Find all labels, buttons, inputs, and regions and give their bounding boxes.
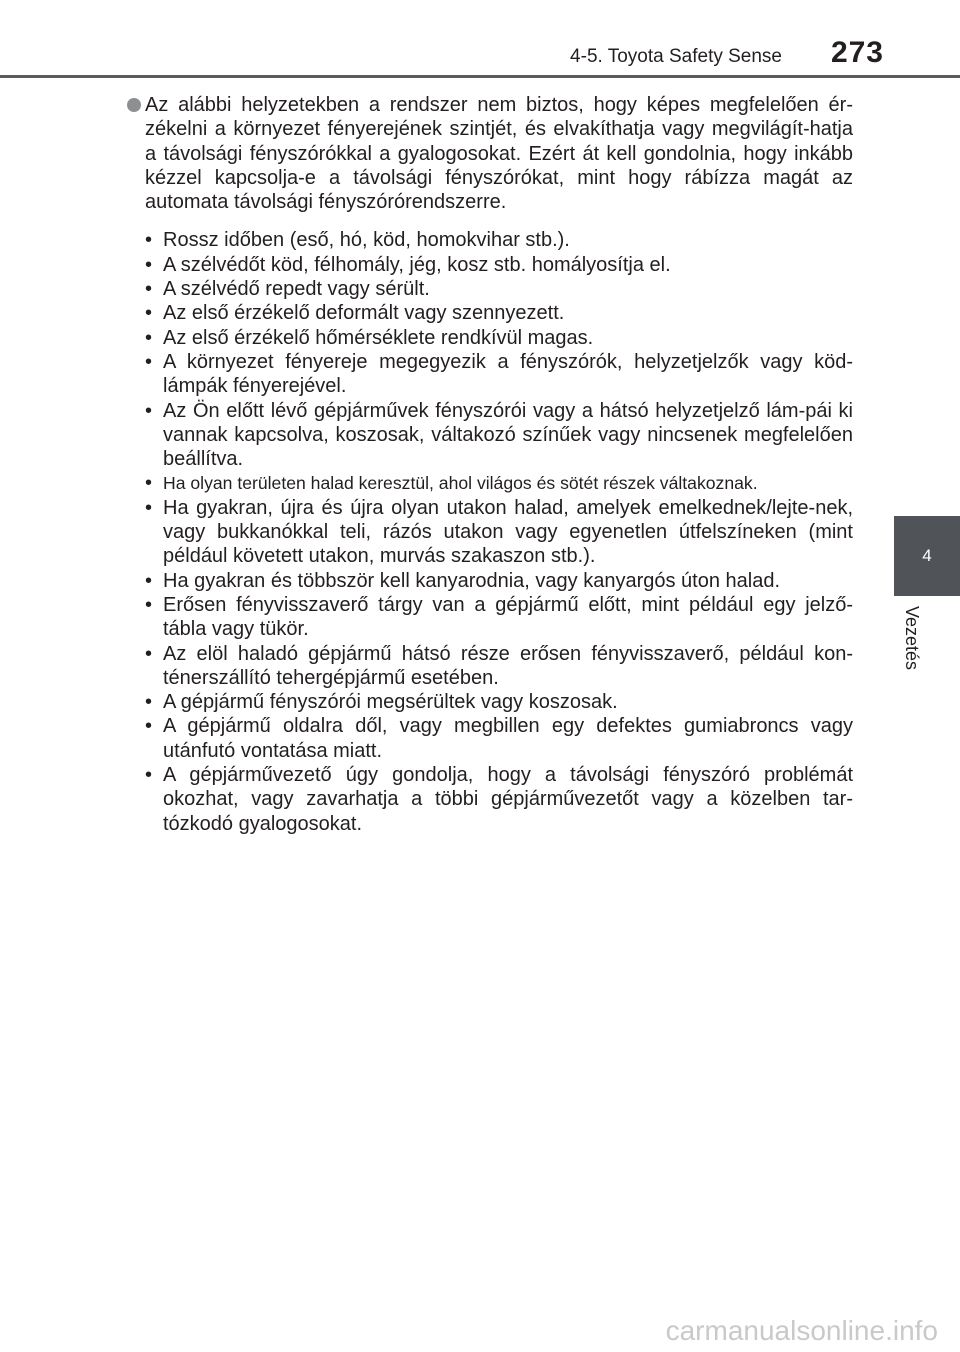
page-header xyxy=(0,0,960,80)
list-item xyxy=(145,569,853,593)
section-title: 4-5. Toyota Safety Sense xyxy=(570,46,782,67)
bullet-icon: • xyxy=(145,253,153,276)
list-item xyxy=(145,350,853,399)
list-item xyxy=(145,326,853,350)
bullet-icon: • xyxy=(145,764,153,787)
list-item-text: Az első érzékelő deformált vagy szennyezett. xyxy=(163,302,565,325)
chapter-number: 4 xyxy=(922,546,932,565)
list-item-text: A környezet fényereje megegyezik a fényszórók, helyzetjelzők vagy köd-lámpák fényerejével. xyxy=(163,350,853,398)
bullet-icon: • xyxy=(145,642,153,665)
list-item xyxy=(145,399,853,472)
list-item-text: Ha gyakran és többször kell kanyarodnia, vagy kanyargós úton halad. xyxy=(163,569,781,592)
list-item-text: Ha gyakran, újra és újra olyan utakon halad, amelyek emelkednek/lejte-nek, vagy bukkanókkal teli, rázós utakon vagy egyenetlen útfelszíneken (mint például követett utakon, murvás szakaszon stb.). xyxy=(163,496,853,568)
header-divider xyxy=(0,75,960,78)
list-item xyxy=(145,714,853,763)
chapter-title: Vezetés xyxy=(902,606,922,671)
bullet-icon: • xyxy=(145,302,153,325)
intro-text: Az alábbi helyzetekben a rendszer nem biztos, hogy képes megfelelően ér-zékelni a környezet fényerejének szintjét, és elvakíthatja vagy megvilágít-hatja a távolsági fényszórókkal a gyalogosokat. Ezért át kell gondolnia, hogy inkább kézzel kapcsolja-e a távolsági fényszórókat, mint hogy rábízza magát az automata távolsági fényszórórendszerre. xyxy=(145,94,853,214)
list-item xyxy=(145,301,853,325)
list-item xyxy=(145,642,853,691)
list-item-text: A gépjárművezető úgy gondolja, hogy a távolsági fényszóró problémát okozhat, vagy zavarhatja a többi gépjárművezetőt vagy a közelben tar-tózkodó gyalogosokat. xyxy=(163,764,853,835)
bullet-icon: • xyxy=(145,496,153,519)
bullet-icon: • xyxy=(145,593,153,616)
list-item xyxy=(145,593,853,642)
bullet-icon: • xyxy=(145,350,153,373)
list-item xyxy=(145,471,853,495)
bullet-icon: • xyxy=(145,229,153,252)
list-item xyxy=(145,228,853,252)
circle-bullet-icon xyxy=(127,98,141,112)
page-number: 273 xyxy=(830,36,884,69)
list-item xyxy=(145,763,853,836)
list-item xyxy=(145,496,853,569)
list-item-text: Az első érzékelő hőmérséklete rendkívül magas. xyxy=(163,326,594,349)
list-item-text: A szélvédő repedt vagy sérült. xyxy=(163,278,430,301)
list-item xyxy=(145,277,853,301)
list-item-text: Rossz időben (eső, hó, köd, homokvihar stb.). xyxy=(163,229,570,252)
list-item xyxy=(145,253,853,277)
list-item-text: Az Ön előtt lévő gépjárművek fényszórói vagy a hátsó helyzetjelző lám-pái ki vannak kapcsolva, koszosak, váltakozó színűek vagy nincsenek megfelelően beállítva. xyxy=(163,399,853,471)
chapter-tab xyxy=(894,516,960,596)
page-content xyxy=(127,93,853,836)
list-item-text: A gépjármű fényszórói megsérültek vagy koszosak. xyxy=(163,691,618,714)
condition-list xyxy=(127,228,853,835)
chapter-label xyxy=(892,606,932,686)
bullet-icon: • xyxy=(145,691,153,714)
list-item-text: A szélvédőt köd, félhomály, jég, kosz stb. homályosítja el. xyxy=(163,253,671,276)
watermark[interactable]: carmanualsonline.info xyxy=(665,1315,938,1346)
intro-paragraph xyxy=(127,93,853,214)
bullet-icon: • xyxy=(145,326,153,349)
list-item-text: Az elöl haladó gépjármű hátsó része erősen fényvisszaverő, például kon-ténerszállító tehergépjármű esetében. xyxy=(163,642,853,689)
bullet-icon: • xyxy=(145,569,153,592)
list-item-text: Ha olyan területen halad keresztül, ahol világos és sötét részek váltakoznak. xyxy=(163,473,758,494)
bullet-icon: • xyxy=(145,399,153,422)
list-item-text: A gépjármű oldalra dől, vagy megbillen egy defektes gumiabroncs vagy utánfutó vontatása miatt. xyxy=(163,715,853,762)
bullet-icon: • xyxy=(145,715,153,738)
list-item xyxy=(145,690,853,714)
list-item-text: Erősen fényvisszaverő tárgy van a gépjármű előtt, mint például egy jelző-tábla vagy tükör. xyxy=(163,593,853,641)
bullet-icon: • xyxy=(145,472,153,495)
bullet-icon: • xyxy=(145,278,153,301)
